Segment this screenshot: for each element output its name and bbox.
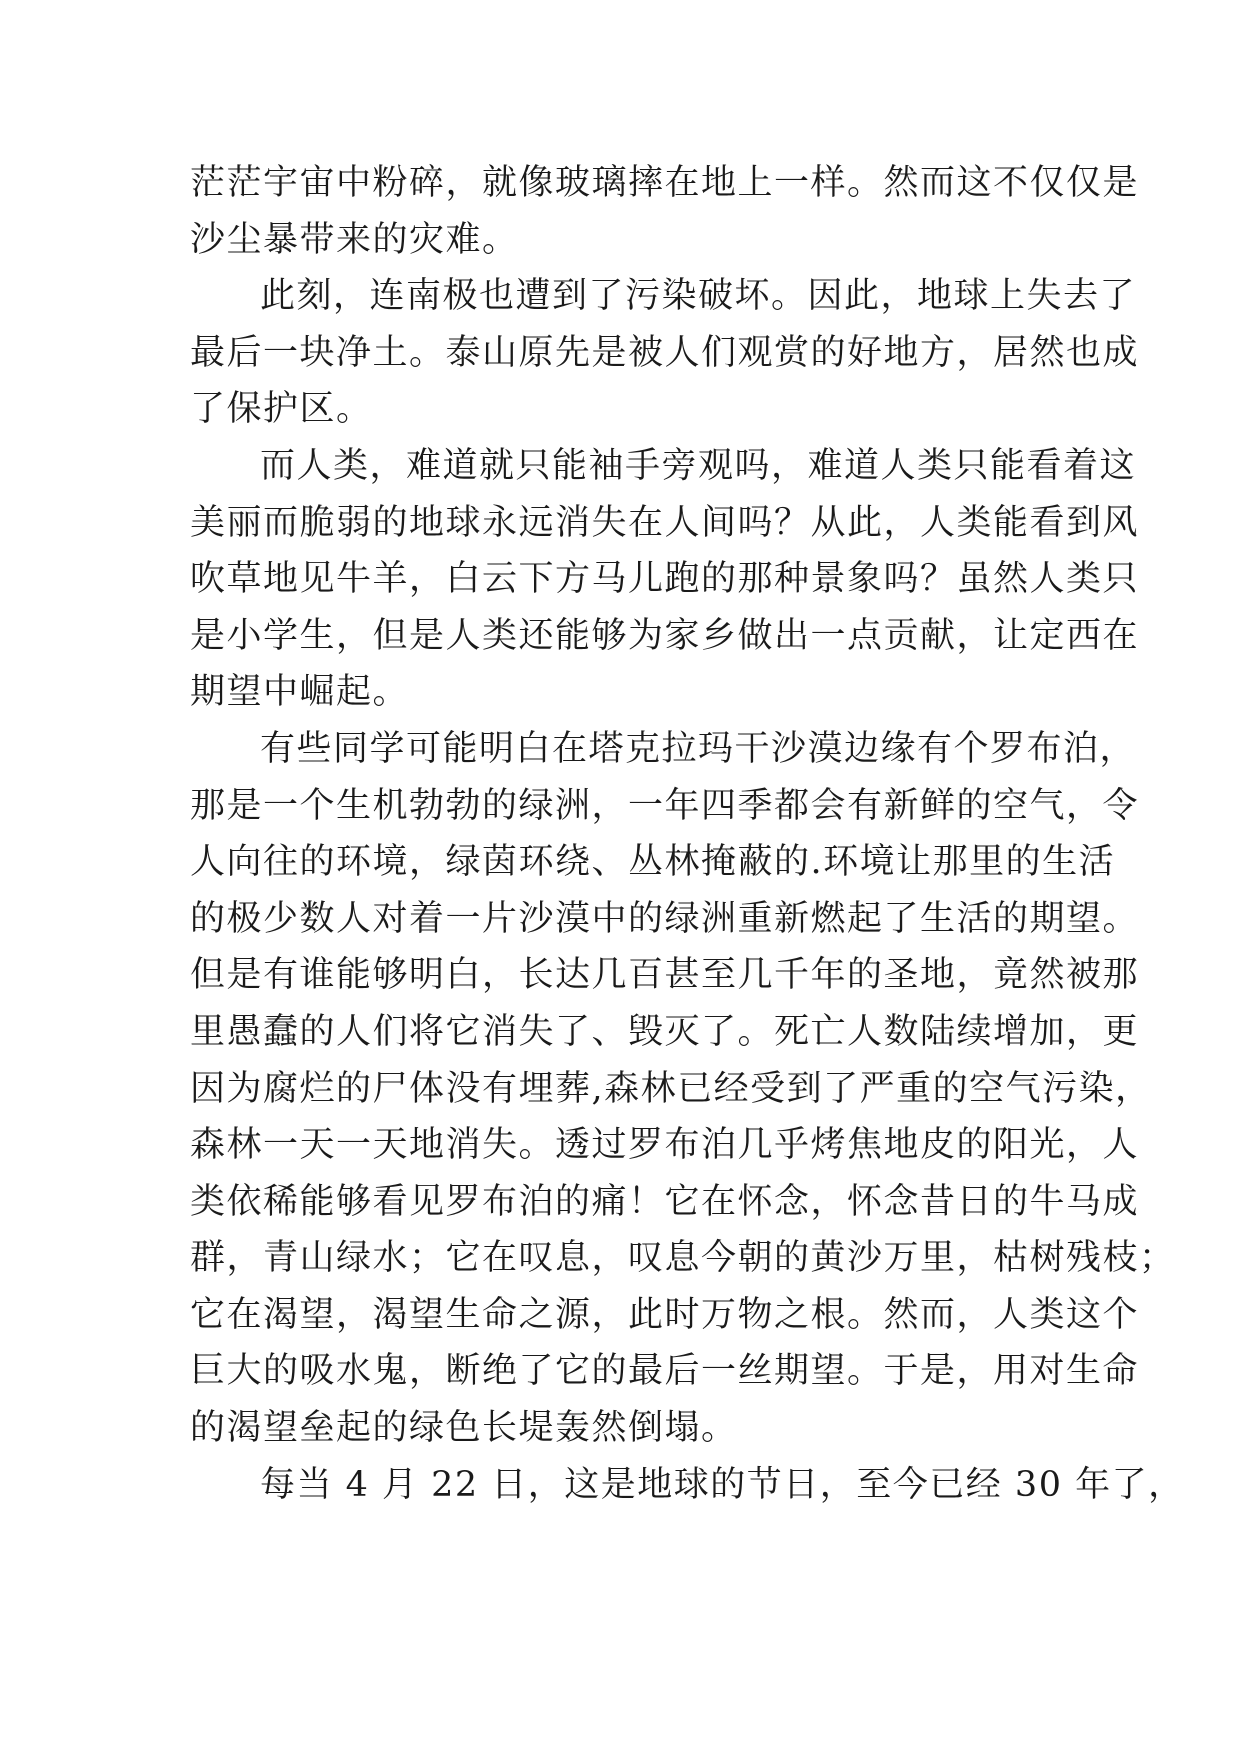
text-line: 它在渴望，渴望生命之源，此时万物之根。然而，人类这个 (190, 1294, 1140, 1335)
text-line: 沙尘暴带来的灾难。 (190, 219, 519, 260)
text-line: 森林一天一天地消失。透过罗布泊几乎烤焦地皮的阳光，人 (190, 1125, 1140, 1166)
text-line: 但是有谁能够明白，长达几百甚至几千年的圣地，竟然被那 (190, 955, 1140, 996)
text-line: 每当 4 月 22 日，这是地球的节日，至今已经 30 年了， (260, 1464, 1185, 1505)
text-line: 期望中崛起。 (190, 672, 410, 713)
text-line: 类依稀能够看见罗布泊的痛！它在怀念，怀念昔日的牛马成 (190, 1181, 1140, 1222)
text-line: 是小学生，但是人类还能够为家乡做出一点贡献，让定西在 (190, 615, 1140, 656)
text-line: 最后一块净土。泰山原先是被人们观赏的好地方，居然也成 (190, 332, 1140, 373)
text-line: 有些同学可能明白在塔克拉玛干沙漠边缘有个罗布泊， (260, 728, 1137, 769)
text-line: 人向往的环境，绿茵环绕、丛林掩蔽的.环境让那里的生活 (190, 842, 1116, 883)
text-line: 的渴望垒起的绿色长堤轰然倒塌。 (190, 1408, 738, 1449)
text-line: 美丽而脆弱的地球永远消失在人间吗？从此，人类能看到风 (190, 502, 1140, 543)
text-line: 里愚蠢的人们将它消失了、毁灭了。死亡人数陆续增加，更 (190, 1011, 1140, 1052)
text-line: 茫茫宇宙中粉碎，就像玻璃摔在地上一样。然而这不仅仅是 (190, 163, 1140, 203)
text-line: 此刻，连南极也遭到了污染破坏。因此，地球上失去了 (260, 276, 1137, 317)
text-line: 巨大的吸水鬼，断绝了它的最后一丝期望。于是，用对生命 (190, 1351, 1140, 1392)
text-line: 吹草地见牛羊，白云下方马儿跑的那种景象吗？虽然人类只 (190, 559, 1140, 600)
text-line: 群，青山绿水；它在叹息，叹息今朝的黄沙万里，枯树残枝； (190, 1238, 1176, 1279)
text-line: 因为腐烂的尸体没有埋葬,森林已经受到了严重的空气污染， (190, 1068, 1152, 1109)
text-line: 了保护区。 (190, 389, 373, 430)
text-line: 而人类，难道就只能袖手旁观吗，难道人类只能看着这 (260, 445, 1137, 486)
text-line: 的极少数人对着一片沙漠中的绿洲重新燃起了生活的期望。 (190, 898, 1140, 939)
text-line: 那是一个生机勃勃的绿洲，一年四季都会有新鲜的空气，令 (190, 785, 1140, 826)
body-text (190, 155, 1185, 1513)
